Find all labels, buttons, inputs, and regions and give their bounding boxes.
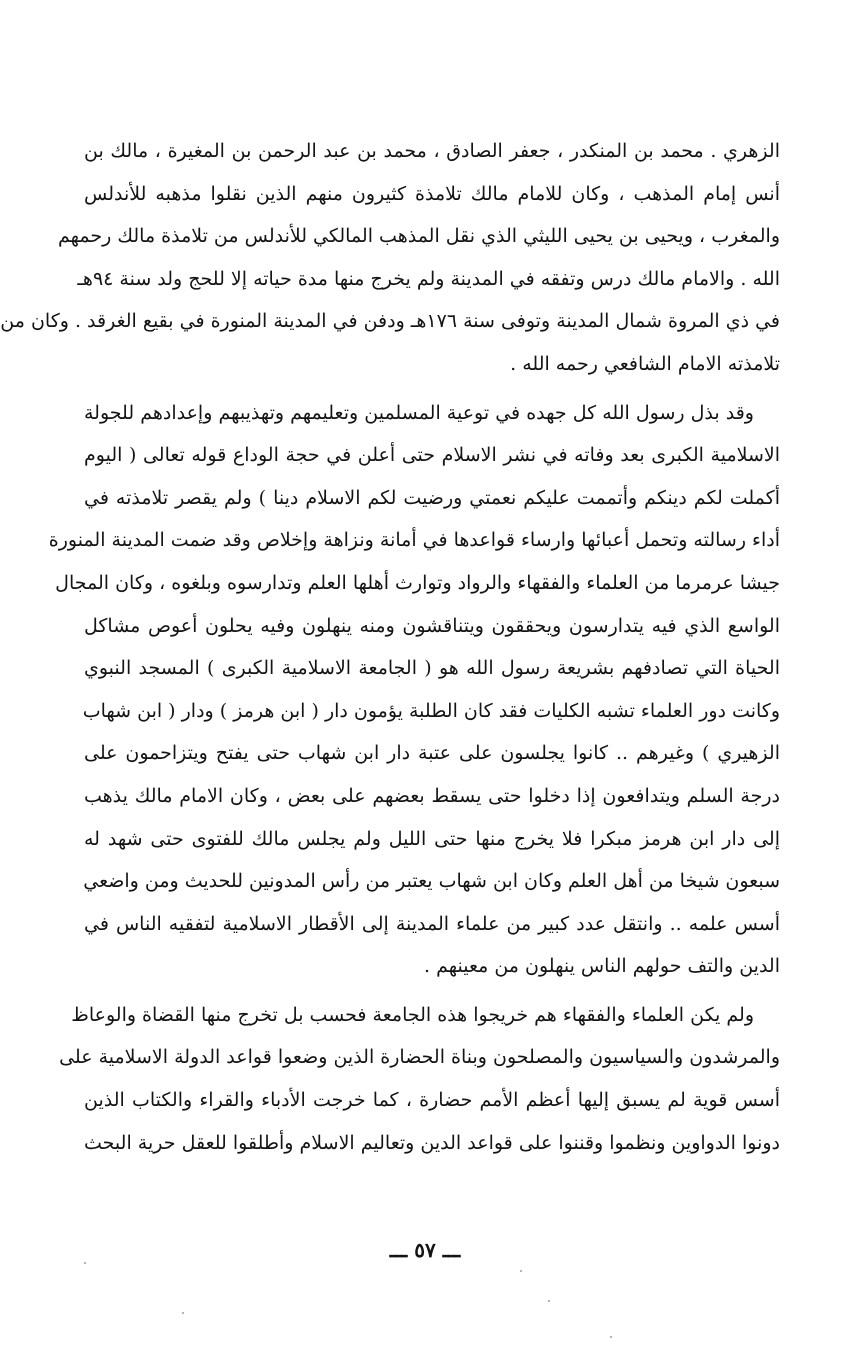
text-line: أسس علمه .. وانتقل عدد كبير من علماء المدينة إلى الأقطار الاسلامية لتفقيه الناس في (84, 912, 780, 935)
text-line: درجة السلم ويتدافعون إذا دخلوا حتى يسقط بعضهم على بعض ، وكان الامام مالك يذهب (84, 784, 780, 807)
page-number: ـــ ٥٧ ـــ (389, 1238, 461, 1262)
text-line: الزهيري ) وغيرهم .. كانوا يجلسون على عتبة دار ابن شهاب حتى يفتح ويتزاحمون على (84, 742, 780, 765)
text-line: جيشا عرمرما من العلماء والفقهاء والرواد وتوارث أهلها العلم وتدارسوه وبلغوه ، وكان المجال (55, 571, 780, 594)
text-line: الله . والامام مالك درس وتفقه في المدينة ولم يخرج منها مدة حياته إلا للحج ولد سنة ٩٤هـ (77, 267, 780, 290)
text-line: أنس إمام المذهب ، وكان للامام مالك تلامذة كثيرون منهم الذين نقلوا مذهبه للأندلس (84, 182, 780, 205)
text-line: والمغرب ، ويحيى بن يحيى الليثي الذي نقل المذهب المالكي للأندلس من تلامذة مالك رحمهم (58, 225, 780, 248)
text-line: والمرشدون والسياسيون والمصلحون وبناة الحضارة الذين وضعوا قواعد الدولة الاسلامية على (59, 1046, 780, 1069)
text-line: تلامذته الامام الشافعي رحمه الله . (510, 352, 780, 375)
text-line: أداء رسالته وتحمل أعبائها وارساء قواعدها في أمانة ونزاهة وإخلاص وقد ضمت المدينة المنورة (48, 529, 780, 552)
text-line: الزهري . محمد بن المنكدر ، جعفر الصادق ، محمد بن عبد الرحمن بن المغيرة ، مالك بن (84, 140, 780, 162)
paragraph-3 (59, 994, 780, 1164)
text-line: سبعون شيخا من أهل العلم وكان ابن شهاب يعتبر من رأس المدونين للحديث ومن واضعي (83, 870, 780, 893)
text-line: وقد بذل رسول الله كل جهده في توعية المسلمين وتعليمهم وتهذيبهم وإعدادهم للجولة (84, 401, 754, 424)
scan-speck (182, 1312, 184, 1314)
text-line: الواسع الذي فيه يتدارسون ويحققون ويتناقشون ومنه ينهلون وفيه يحلون أعوص مشاكل (84, 614, 780, 637)
text-line: الحياة التي تصادفهم بشريعة رسول الله هو ( الجامعة الاسلامية الكبرى ) المسجد النبوي (84, 657, 780, 680)
text-line: الاسلامية الكبرى بعد وفاته في نشر الاسلام حتى أعلن في حجة الوداع قوله تعالى ( اليوم (84, 444, 780, 467)
text-line: في ذي المروة شمال المدينة وتوفى سنة ١٧٦هـ ودفن في المدينة المنورة في بقيع الغرقد . وكان من (0, 310, 780, 333)
text-line: دونوا الدواوين ونظموا وقننوا على قواعد الدين وتعاليم الاسلام وأطلقوا للعقل حرية البحث (84, 1131, 780, 1154)
text-line: أكملت لكم دينكم وأتممت عليكم نعمتي ورضيت لكم الاسلام دينا ) ولم يقصر تلامذته في (84, 486, 780, 509)
scan-speck (520, 1270, 522, 1272)
text-line: الدين والتف حولهم الناس ينهلون من معينهم . (424, 955, 780, 978)
scan-speck (548, 1300, 550, 1302)
scan-speck (84, 1262, 86, 1264)
text-line: إلى دار ابن هرمز مبكرا فلا يخرج منها حتى الليل ولم يجلس مالك للفتوى حتى شهد له (84, 827, 780, 850)
scan-speck (610, 1336, 612, 1338)
text-line: وكانت دور العلماء تشبه الكليات فقد كان الطلبة يؤمون دار ( ابن هرمز ) ودار ( ابن شهاب (82, 699, 780, 722)
text-line: ولم يكن العلماء والفقهاء هم خريجوا هذه الجامعة فحسب بل تخرج منها القضاة والوعاظ (71, 1003, 754, 1026)
paragraph-2 (48, 392, 780, 988)
text-line: أسس قوية لم يسبق إليها أعظم الأمم حضارة ، كما خرجت الأدباء والقراء والكتاب الذين (84, 1089, 780, 1112)
paragraph-1 (0, 130, 780, 386)
body-text (0, 130, 780, 1164)
